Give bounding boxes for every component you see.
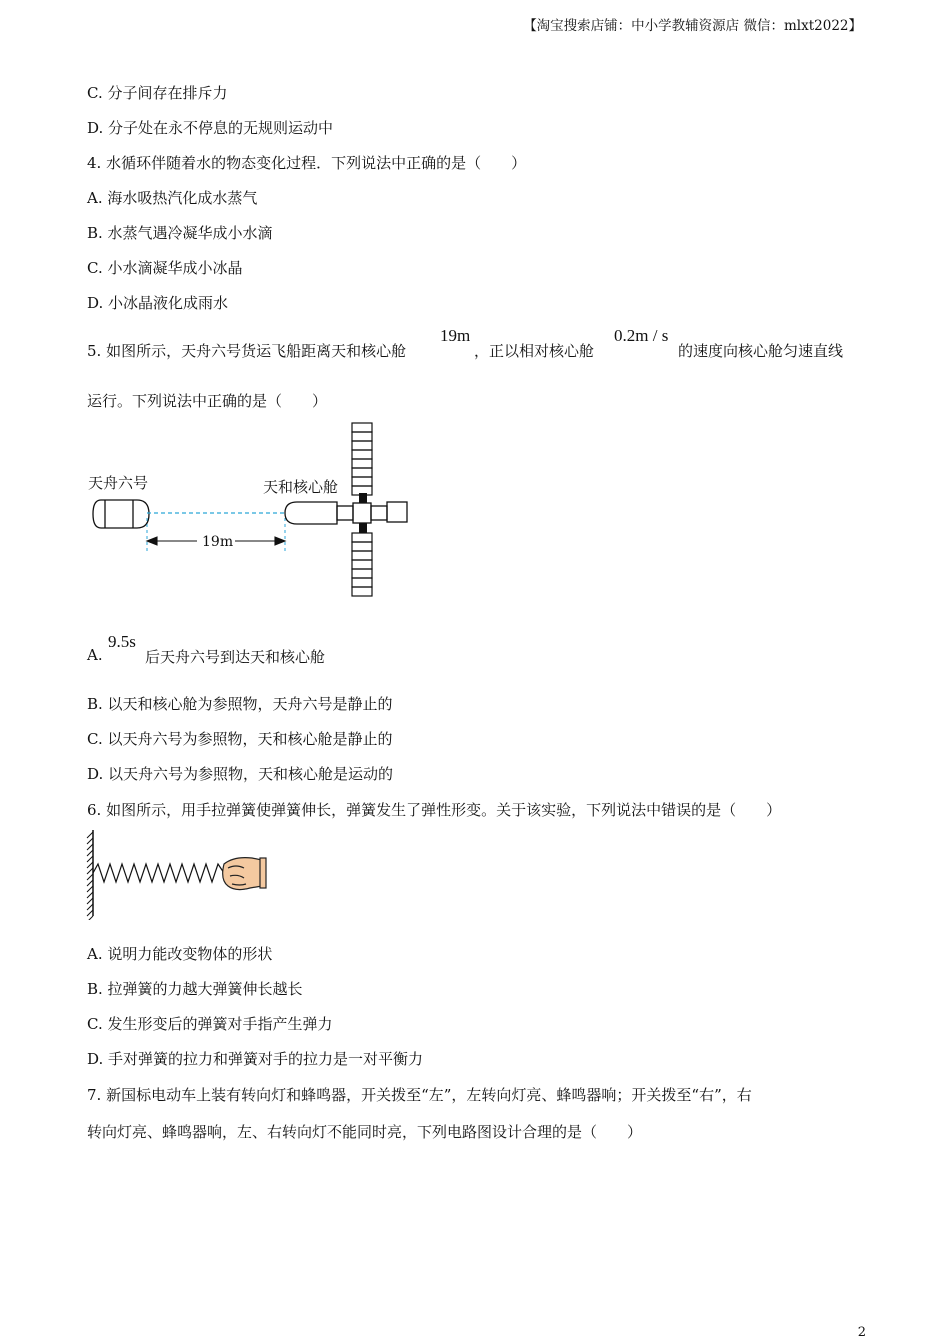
q3-option-d: D. 分子处在永不停息的无规则运动中 bbox=[87, 119, 334, 137]
wall-hatch bbox=[87, 832, 93, 838]
panel-cell bbox=[352, 587, 372, 596]
panel-cell bbox=[352, 432, 372, 441]
panel-cell bbox=[352, 551, 372, 560]
q6-figure bbox=[84, 828, 269, 920]
label-distance: 19m bbox=[202, 534, 234, 550]
label-station: 天和核心舱 bbox=[263, 478, 339, 496]
q6-stem: 6. 如图所示，用手拉弹簧使弹簧伸长，弹簧发生了弹性形变。关于该实验，下列说法中错误的是（ ） bbox=[87, 801, 782, 819]
wall-hatch bbox=[87, 880, 93, 886]
q4-stem: 4. 水循环伴随着水的物态变化过程．下列说法中正确的是（ ） bbox=[87, 154, 527, 172]
q4-option-b: B. 水蒸气遇冷凝华成小水滴 bbox=[87, 224, 273, 242]
panel-cell bbox=[352, 468, 372, 477]
q6-option-c: C. 发生形变后的弹簧对手指产生弹力 bbox=[87, 1015, 333, 1033]
q7-stem-line1: 7. 新国标电动车上装有转向灯和蜂鸣器，开关拨至“左”，左转向灯亮、蜂鸣器响；开关拨至“右”，右 bbox=[87, 1086, 752, 1104]
wall-hatch bbox=[87, 892, 93, 898]
wall-hatch bbox=[87, 910, 93, 916]
hand-icon bbox=[223, 858, 266, 890]
panel-cell bbox=[352, 578, 372, 587]
q4-option-a: A. 海水吸热汽化成水蒸气 bbox=[87, 189, 258, 207]
q6-option-b: B. 拉弹簧的力越大弹簧伸长越长 bbox=[87, 980, 303, 998]
panel-cell bbox=[352, 450, 372, 459]
q5-stem-part1: 5. 如图所示，天舟六号货运飞船距离天和核心舱 bbox=[87, 342, 407, 360]
q5-distance-math: 19m bbox=[440, 326, 471, 345]
wall-hatch bbox=[87, 862, 93, 868]
wall-hatch bbox=[87, 850, 93, 856]
page-header: 【淘宝搜索店铺：中小学教辅资源店 微信：mlxt2022】 bbox=[523, 18, 862, 34]
wall-hatch bbox=[87, 844, 93, 850]
q5-stem-part3: 的速度向核心舱匀速直线 bbox=[678, 342, 844, 360]
q5-option-d: D. 以天舟六号为参照物，天和核心舱是运动的 bbox=[87, 765, 394, 783]
panel-cell bbox=[352, 459, 372, 468]
q5-option-a-math: 9.5s bbox=[108, 632, 136, 651]
panel-cell bbox=[352, 533, 372, 542]
wall-hatch bbox=[87, 856, 93, 862]
panel-cell bbox=[352, 441, 372, 450]
station-shape bbox=[285, 502, 407, 524]
wall-hatch bbox=[87, 904, 93, 910]
q5-stem-part2: ，正以相对核心舱 bbox=[474, 342, 595, 360]
panel-cell bbox=[352, 477, 372, 486]
panel-cell bbox=[352, 542, 372, 551]
spring bbox=[93, 864, 230, 882]
wall-hatch bbox=[87, 916, 93, 920]
q5-option-a-text: 后天舟六号到达天和核心舱 bbox=[145, 648, 326, 666]
q5-figure bbox=[85, 420, 415, 602]
q4-option-d: D. 小冰晶液化成雨水 bbox=[87, 294, 229, 312]
q5-option-a-prefix: A. bbox=[87, 646, 103, 664]
label-ship: 天舟六号 bbox=[88, 474, 149, 492]
q6-option-a: A. 说明力能改变物体的形状 bbox=[87, 945, 273, 963]
wall-hatch bbox=[87, 886, 93, 892]
q5-stem-line2: 运行。下列说法中正确的是（ ） bbox=[87, 392, 328, 410]
solar-panels bbox=[352, 423, 372, 596]
q6-option-d: D. 手对弹簧的拉力和弹簧对手的拉力是一对平衡力 bbox=[87, 1050, 424, 1068]
wall-hatch bbox=[87, 838, 93, 844]
q3-option-c: C. 分子间存在排斥力 bbox=[87, 84, 228, 102]
q7-stem-line2: 转向灯亮、蜂鸣器响，左、右转向灯不能同时亮，下列电路图设计合理的是（ ） bbox=[87, 1123, 643, 1141]
q4-option-c: C. 小水滴凝华成小冰晶 bbox=[87, 259, 243, 277]
wall-hatch bbox=[87, 898, 93, 904]
wall-hatch bbox=[87, 874, 93, 880]
panel-cell bbox=[352, 569, 372, 578]
page-number: 2 bbox=[857, 1325, 866, 1340]
panel-cell bbox=[352, 560, 372, 569]
q5-speed-math: 0.2m / s bbox=[614, 326, 669, 345]
q5-option-b: B. 以天和核心舱为参照物，天舟六号是静止的 bbox=[87, 695, 393, 713]
q5-option-c: C. 以天舟六号为参照物，天和核心舱是静止的 bbox=[87, 730, 393, 748]
wall-hatch bbox=[87, 868, 93, 874]
ship-shape bbox=[93, 500, 149, 528]
panel-cell bbox=[352, 423, 372, 432]
